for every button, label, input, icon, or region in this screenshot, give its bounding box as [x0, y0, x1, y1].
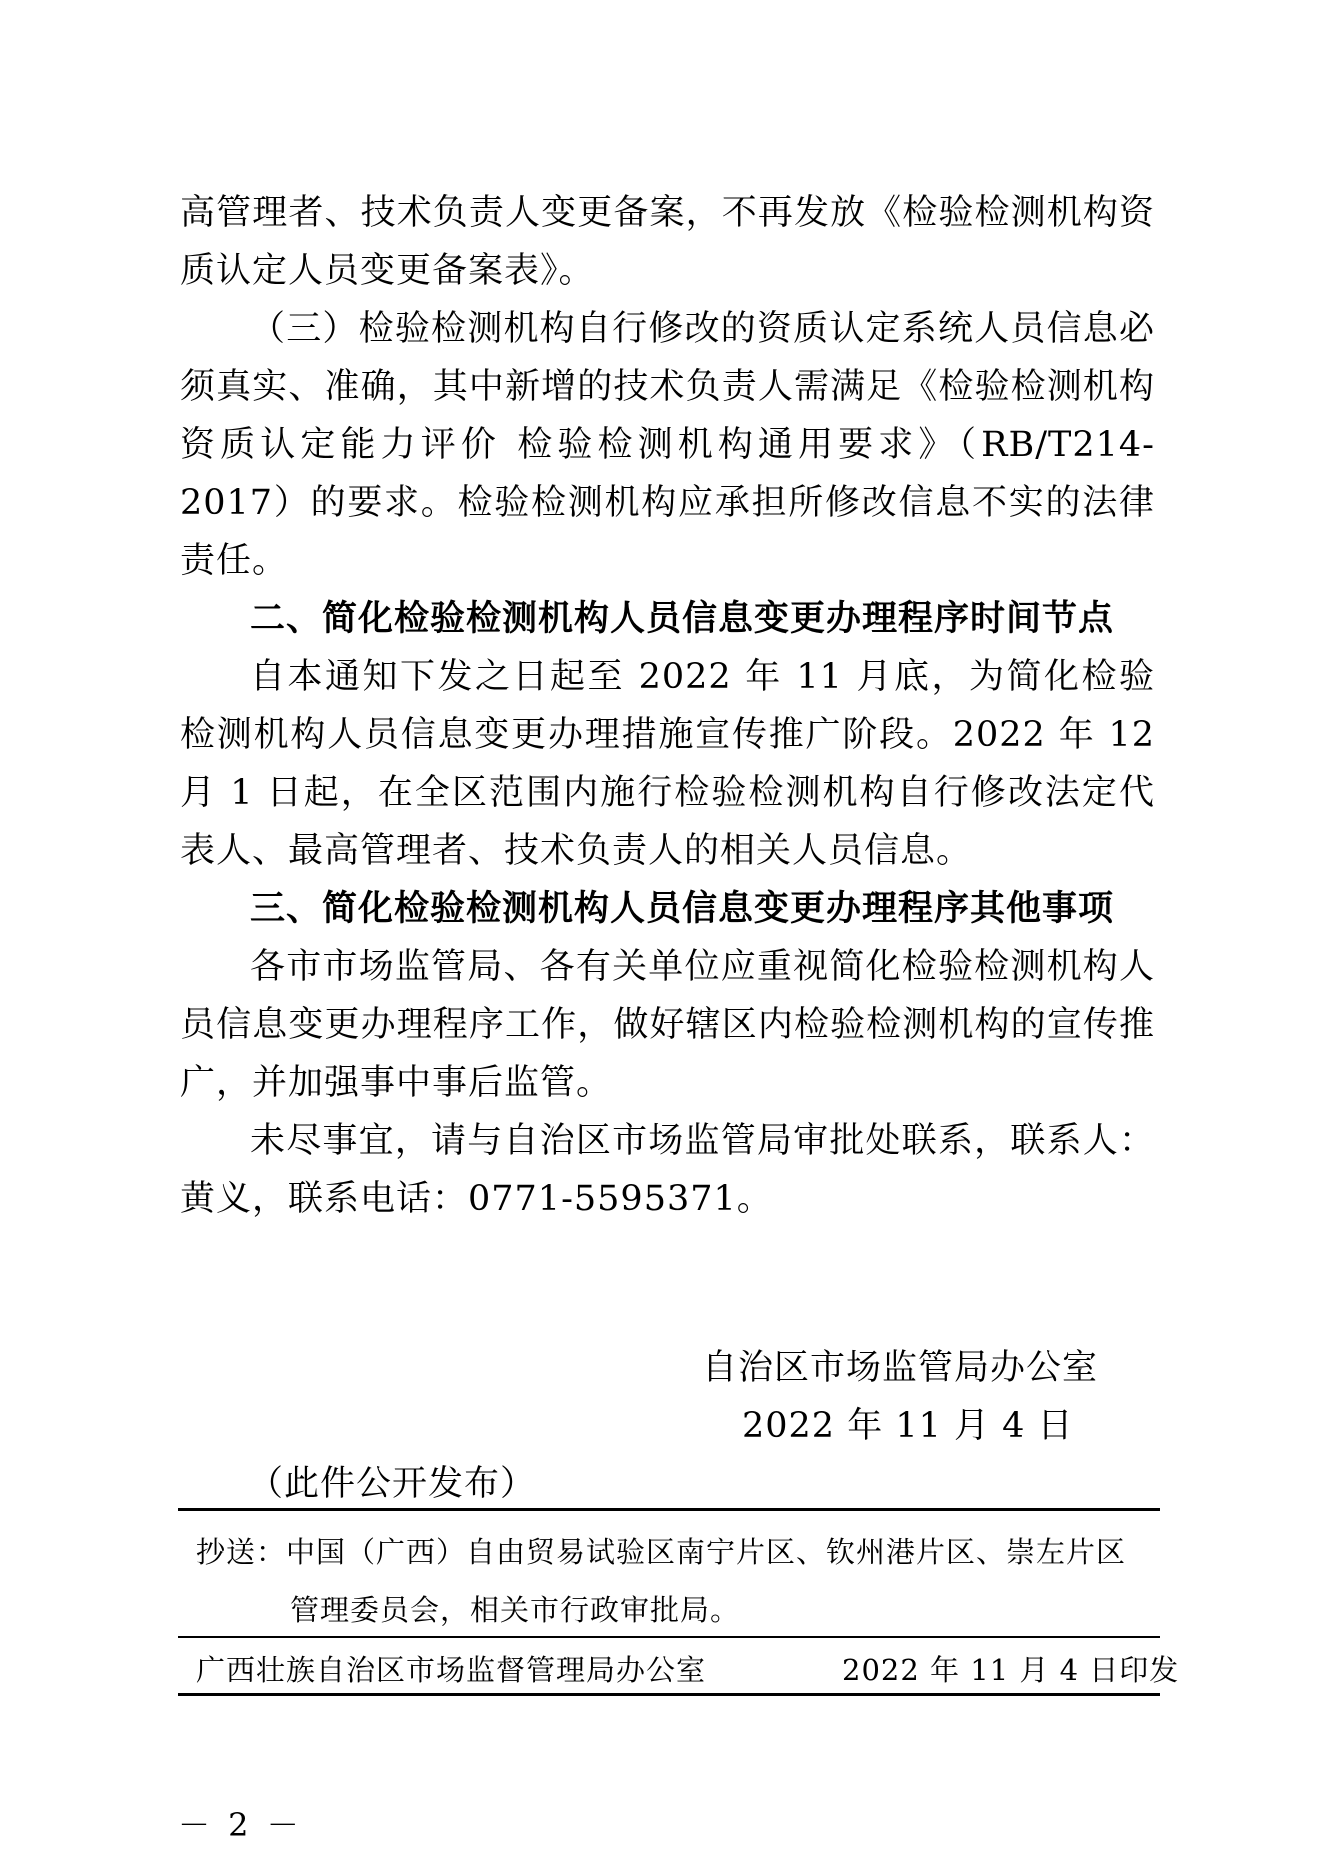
- cc-line-2: 管理委员会，相关市行政审批局。: [290, 1593, 741, 1627]
- cc-top-rule: [178, 1508, 1160, 1511]
- signature-date: 2022 年 11 月 4 日: [742, 1406, 1074, 1446]
- body-text: [180, 184, 1155, 1228]
- cc-bottom-rule: [178, 1636, 1160, 1638]
- footer-issuer: 广西壮族自治区市场监督管理局办公室: [196, 1653, 707, 1687]
- signature-org: 自治区市场监管局办公室: [702, 1348, 1099, 1388]
- paragraph-supervision: 各市市场监管局、各有关单位应重视简化检验检测机构人员信息变更办理程序工作，做好辖区内检验检测机构的宣传推广，并加强事中事后监管。: [180, 947, 1155, 1103]
- paragraph-timeline: 自本通知下发之日起至 2022 年 11 月底，为简化检验检测机构人员信息变更办理措施宣传推广阶段。2022 年 12 月 1 日起，在全区范围内施行检验检测机构自行修改法定代表人、最高管理者、技术负责人的相关人员信息。: [180, 657, 1155, 871]
- footer-bottom-rule: [178, 1693, 1160, 1696]
- cc-line-1: 抄送：中国（广西）自由贸易试验区南宁片区、钦州港片区、崇左片区: [196, 1535, 1127, 1569]
- page-number: － 2 －: [178, 1806, 303, 1844]
- public-release-note: （此件公开发布）: [248, 1464, 537, 1504]
- section-heading-3: 三、简化检验检测机构人员信息变更办理程序其他事项: [250, 889, 1115, 929]
- paragraph-contact: 未尽事宜，请与自治区市场监管局审批处联系，联系人：黄义，联系电话：0771-5595371。: [180, 1121, 1155, 1219]
- continued-paragraph: 高管理者、技术负责人变更备案，不再发放《检验检测机构资质认定人员变更备案表》。: [180, 193, 1155, 291]
- footer-print-date: 2022 年 11 月 4 日印发: [842, 1653, 1180, 1687]
- paragraph-item-3: （三）检验检测机构自行修改的资质认定系统人员信息必须真实、准确，其中新增的技术负责人需满足《检验检测机构资质认定能力评价 检验检测机构通用要求》（RB/T214-2017）的要求。检验检测机构应承担所修改信息不实的法律责任。: [180, 309, 1155, 581]
- section-heading-2: 二、简化检验检测机构人员信息变更办理程序时间节点: [250, 599, 1115, 639]
